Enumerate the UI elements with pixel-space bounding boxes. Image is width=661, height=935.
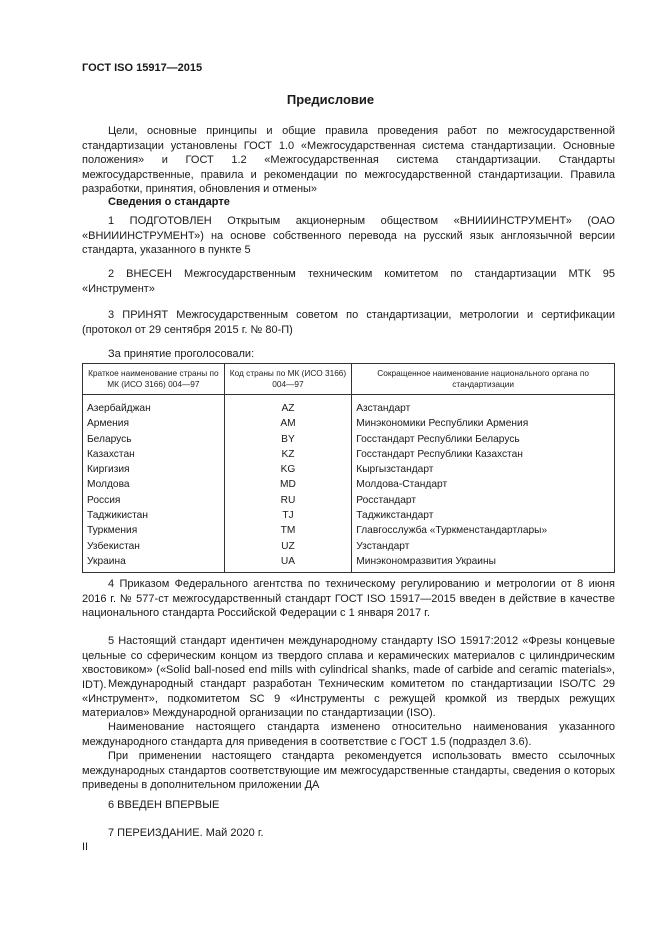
country-cell: Казахстан: [83, 447, 225, 462]
body-cell: Минэкономразвития Украины: [352, 554, 615, 573]
table-row: [83, 432, 615, 447]
code-cell: UZ: [224, 539, 352, 554]
body-cell: Таджикстандарт: [352, 508, 615, 523]
code-cell: RU: [224, 493, 352, 508]
item-7-paragraph: 7 ПЕРЕИЗДАНИЕ. Май 2020 г.: [108, 827, 264, 839]
table-row: [83, 539, 615, 554]
table-row: [83, 493, 615, 508]
code-cell: MD: [224, 477, 352, 492]
item-5-name-change-paragraph: Наименование настоящего стандарта изменено относительно наименования указанного международного стандарта для приведения в соответствие с ГОСТ 1.5 (подраздел 3.6).: [82, 721, 615, 748]
body-cell: Минэкономики Республики Армения: [352, 416, 615, 431]
code-cell: AZ: [224, 395, 352, 417]
country-cell: Россия: [83, 493, 225, 508]
country-cell: Азербайджан: [83, 395, 225, 417]
section-heading: Сведения о стандарте: [108, 196, 230, 208]
table-row: [83, 477, 615, 492]
body-cell: Узстандарт: [352, 539, 615, 554]
country-cell: Туркмения: [83, 523, 225, 538]
column-header-code: Код страны по МК (ИСО 3166) 004—97: [224, 364, 352, 395]
body-cell: Азстандарт: [352, 395, 615, 417]
table-row: [83, 508, 615, 523]
body-cell: Госстандарт Республики Казахстан: [352, 447, 615, 462]
item-6-paragraph: 6 ВВЕДЕН ВПЕРВЫЕ: [108, 799, 220, 811]
table-row: [83, 523, 615, 538]
country-cell: Молдова: [83, 477, 225, 492]
page-title: Предисловие: [286, 92, 375, 107]
code-cell: KZ: [224, 447, 352, 462]
table-row: [83, 416, 615, 431]
item-5-references-paragraph: При применении настоящего стандарта рекомендуется использовать вместо ссылочных международных стандартов соответствующие им межгосударственные стандарты, сведения о которых приведены в дополнительном приложении ДА: [82, 750, 615, 791]
code-cell: TM: [224, 523, 352, 538]
item-1-paragraph: 1 ПОДГОТОВЛЕН Открытым акционерным обществом «ВНИИИНСТРУМЕНТ» (ОАО «ВНИИИНСТРУМЕНТ») на основе собственного перевода на русский язык англоязычной версии стандарта, указанного в пункте 5: [82, 215, 615, 256]
body-cell: Госстандарт Республики Беларусь: [352, 432, 615, 447]
country-cell: Киргизия: [83, 462, 225, 477]
item-5-developer-paragraph: Международный стандарт разработан Техническим комитетом по стандартизации ISO/TC 29 «Инструмент», подкомитетом SC 9 «Инструменты с режущей кромкой из твердых режущих материалов» Международной организации по стандартизации (ISO).: [82, 678, 615, 719]
code-cell: TJ: [224, 508, 352, 523]
table-header-row: [83, 364, 615, 395]
code-cell: AM: [224, 416, 352, 431]
country-cell: Таджикистан: [83, 508, 225, 523]
code-cell: KG: [224, 462, 352, 477]
body-cell: Молдова-Стандарт: [352, 477, 615, 492]
body-cell: Кыргызстандарт: [352, 462, 615, 477]
body-cell: Росстандарт: [352, 493, 615, 508]
table-row: [83, 462, 615, 477]
country-cell: Украина: [83, 554, 225, 573]
table-row: [83, 447, 615, 462]
table-row: [83, 554, 615, 573]
table-row: [83, 395, 615, 417]
voted-label: За принятие проголосовали:: [108, 348, 255, 360]
item-3-paragraph: 3 ПРИНЯТ Межгосударственным советом по стандартизации, метрологии и сертификации (протокол от 29 сентября 2015 г. № 80-П): [82, 309, 615, 336]
country-cell: Армения: [83, 416, 225, 431]
column-header-body: Сокращенное наименование национального органа по стандартизации: [352, 364, 615, 395]
document-header: ГОСТ ISO 15917—2015: [82, 62, 203, 74]
column-header-country: Краткое наименование страны по МК (ИСО 3166) 004—97: [83, 364, 225, 395]
page-number: II: [82, 841, 89, 853]
code-cell: UA: [224, 554, 352, 573]
country-cell: Узбекистан: [83, 539, 225, 554]
item-2-paragraph: 2 ВНЕСЕН Межгосударственным техническим комитетом по стандартизации МТК 95 «Инструмент»: [82, 268, 615, 295]
code-cell: BY: [224, 432, 352, 447]
voting-table: [82, 363, 615, 573]
country-cell: Беларусь: [83, 432, 225, 447]
intro-paragraph: Цели, основные принципы и общие правила проведения работ по межгосударственной стандартизации установлены ГОСТ 1.0 «Межгосударственная система стандартизации. Основные положения» и ГОСТ 1.2 «Межгосударственная система стандартизации. Стандарты межгосударственные, правила и рекомендации по межгосударственной стандартизации. Правила разработки, принятия, обновления и отмены»: [82, 125, 615, 195]
item-4-paragraph: 4 Приказом Федерального агентства по техническому регулированию и метрологии от 8 июня 2016 г. № 577-ст межгосударственный стандарт ГОСТ ISO 15917—2015 введен в действие в качестве национального стандарта Российской Федерации с 1 января 2017 г.: [82, 578, 615, 619]
item-5-paragraph: 5 Настоящий стандарт идентичен международному стандарту ISO 15917:2012 «Фрезы концевые цельные со сферическим концом из твердого сплава и керамических материалов с цилиндрическим хвостовиком» («Solid ball-nosed end mills with cylindrical shanks, made of carbide and ceramic materials», IDT).: [82, 635, 615, 691]
body-cell: Главгосслужба «Туркменстандартлары»: [352, 523, 615, 538]
